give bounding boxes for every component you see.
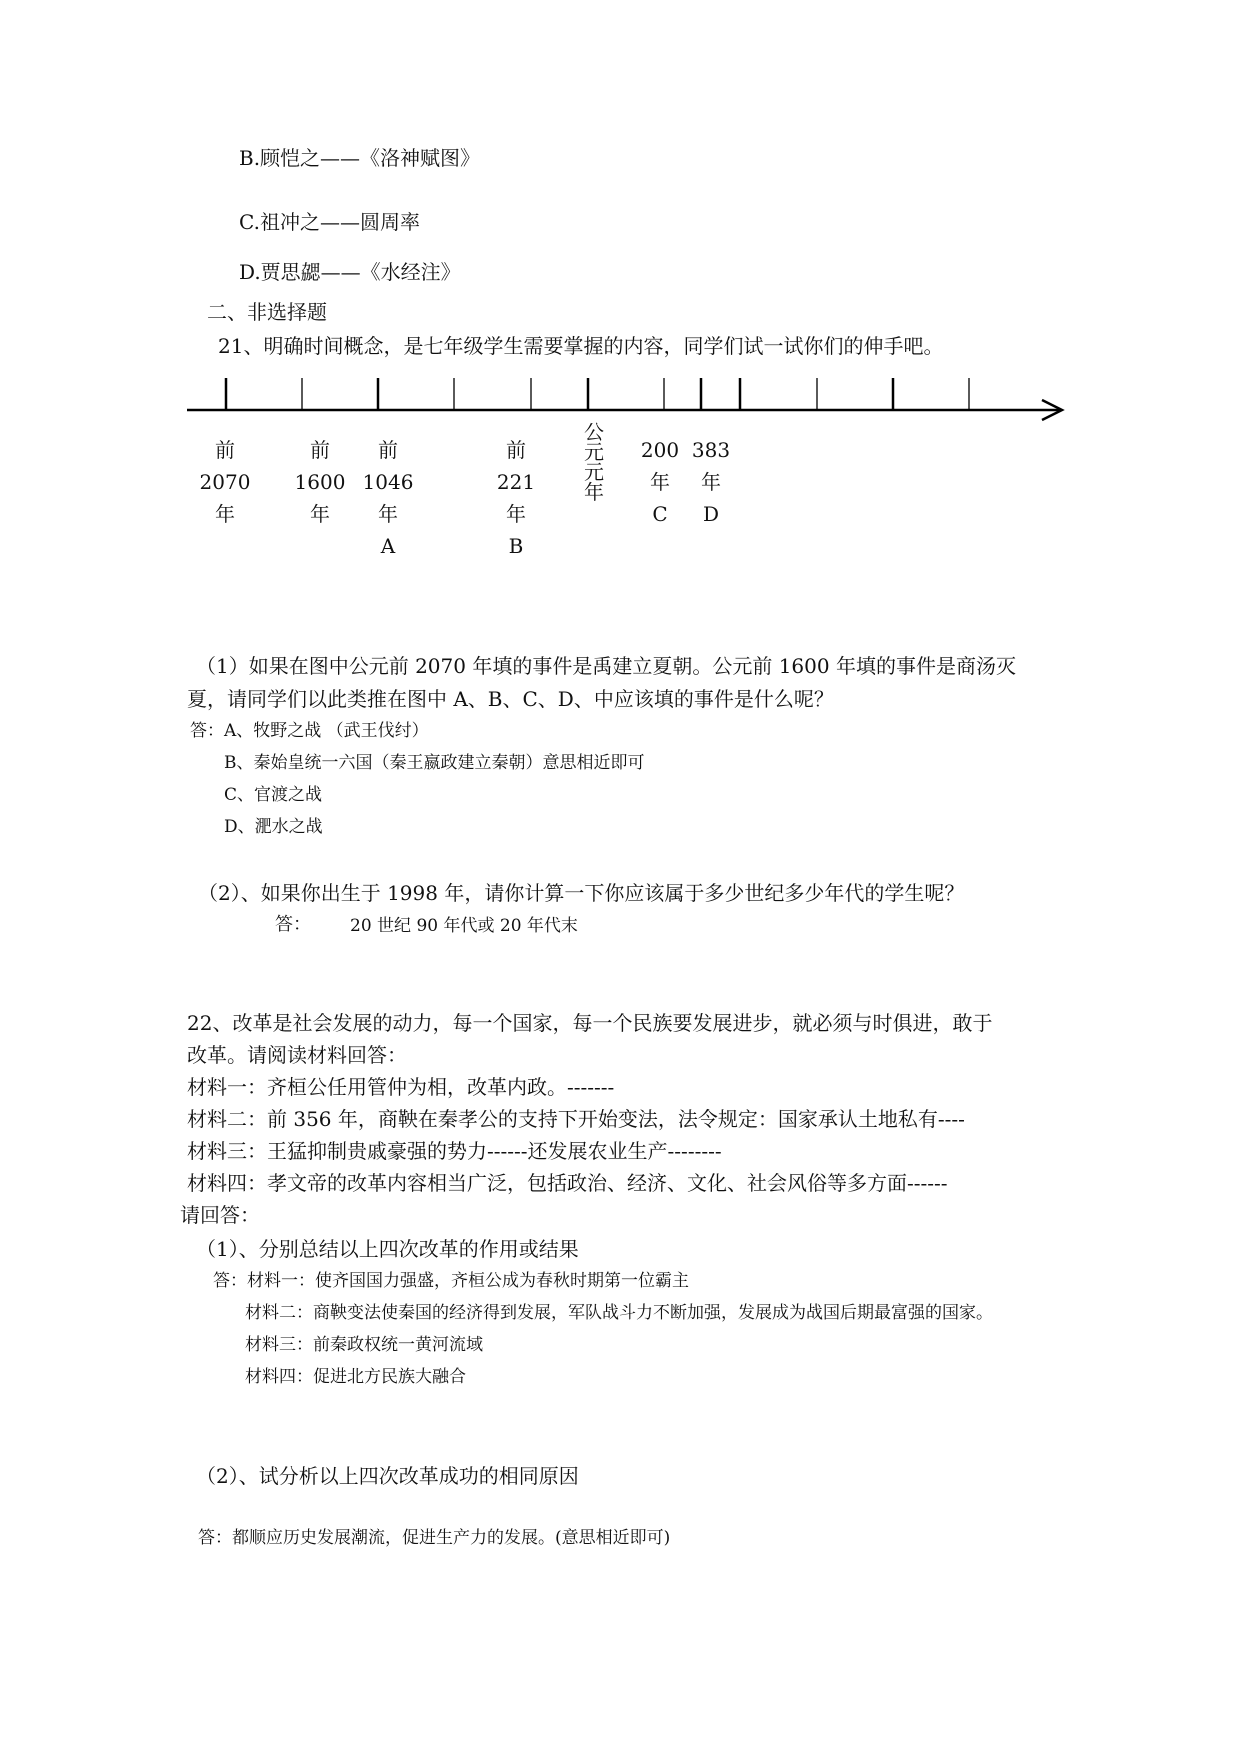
q22-material-2: 材料二：前 356 年，商鞅在秦孝公的支持下开始变法，法令规定：国家承认土地私有----	[187, 1107, 965, 1131]
q22-sub1-question: （1）、分别总结以上四次改革的作用或结果	[196, 1237, 579, 1261]
q22-stem-line2: 改革。请阅读材料回答：	[187, 1043, 407, 1067]
q21-answer-b: B、秦始皇统一六国（秦王嬴政建立秦朝）意思相近即可	[224, 753, 645, 773]
timeline-label-200ad: 200 年 C	[640, 438, 680, 526]
q21-answer-c: C、官渡之战	[224, 785, 323, 805]
q21-sub1-question-line1: （1）如果在图中公元前 2070 年填的事件是禹建立夏朝。公元前 1600 年填的事件是商汤灭	[196, 654, 1016, 678]
timeline-label-1600bc: 前 1600 年	[294, 438, 346, 526]
q22-sub2-question: （2）、试分析以上四次改革成功的相同原因	[196, 1464, 579, 1488]
q21-sub2-question: （2）、如果你出生于 1998 年，请你计算一下你应该属于多少世纪多少年代的学生呢？	[198, 881, 965, 905]
q22-sub1-answer-4: 材料四：促进北方民族大融合	[245, 1367, 466, 1387]
timeline-label-221bc: 前 221 年 B	[496, 438, 536, 558]
q21-stem: 21、明确时间概念，是七年级学生需要掌握的内容，同学们试一试你们的伸手吧。	[218, 334, 944, 358]
timeline-label-1046bc: 前 1046 年 A	[362, 438, 414, 558]
q22-ask: 请回答：	[180, 1203, 260, 1227]
q22-stem-line1: 22、改革是社会发展的动力，每一个国家，每一个民族要发展进步，就必须与时俱进，敢于	[187, 1011, 993, 1035]
q22-material-3: 材料三：王猛抑制贵戚豪强的势力------还发展农业生产--------	[187, 1139, 722, 1163]
q22-sub1-answer-1: 答：材料一：使齐国国力强盛，齐桓公成为春秋时期第一位霸主	[213, 1271, 689, 1291]
q21-answer-a: 答：A、牧野之战 （武王伐纣）	[190, 721, 429, 741]
q21-sub1-question-line2: 夏，请同学们以此类推在图中 A、B、C、D、中应该填的事件是什么呢？	[187, 687, 834, 711]
option-b: B.顾恺之——《洛神赋图》	[239, 146, 481, 170]
q21-sub2-answer-label: 答：	[275, 914, 311, 935]
option-d: D.贾思勰——《水经注》	[239, 260, 461, 284]
timeline-label-ad1: 公 元 元 年	[584, 420, 604, 504]
q22-material-1: 材料一：齐桓公任用管仲为相，改革内政。-------	[187, 1075, 615, 1099]
q22-material-4: 材料四：孝文帝的改革内容相当广泛，包括政治、经济、文化、社会风俗等多方面------	[187, 1171, 948, 1195]
q21-answer-d: D、淝水之战	[224, 817, 323, 837]
q22-sub2-answer: 答：都顺应历史发展潮流，促进生产力的发展。(意思相近即可)	[198, 1528, 671, 1548]
timeline-label-2070bc: 前 2070 年	[199, 438, 251, 526]
section-title: 二、非选择题	[207, 300, 327, 324]
q21-sub2-answer: 20 世纪 90 年代或 20 年代末	[350, 916, 578, 936]
q22-sub1-answer-2: 材料二：商鞅变法使秦国的经济得到发展，军队战斗力不断加强，发展成为战国后期最富强的国家。	[245, 1303, 993, 1323]
option-c: C.祖冲之——圆周率	[239, 210, 420, 234]
q22-sub1-answer-3: 材料三：前秦政权统一黄河流域	[245, 1335, 483, 1355]
timeline-diagram	[0, 368, 1241, 458]
timeline-label-383ad: 383 年 D	[691, 438, 731, 526]
